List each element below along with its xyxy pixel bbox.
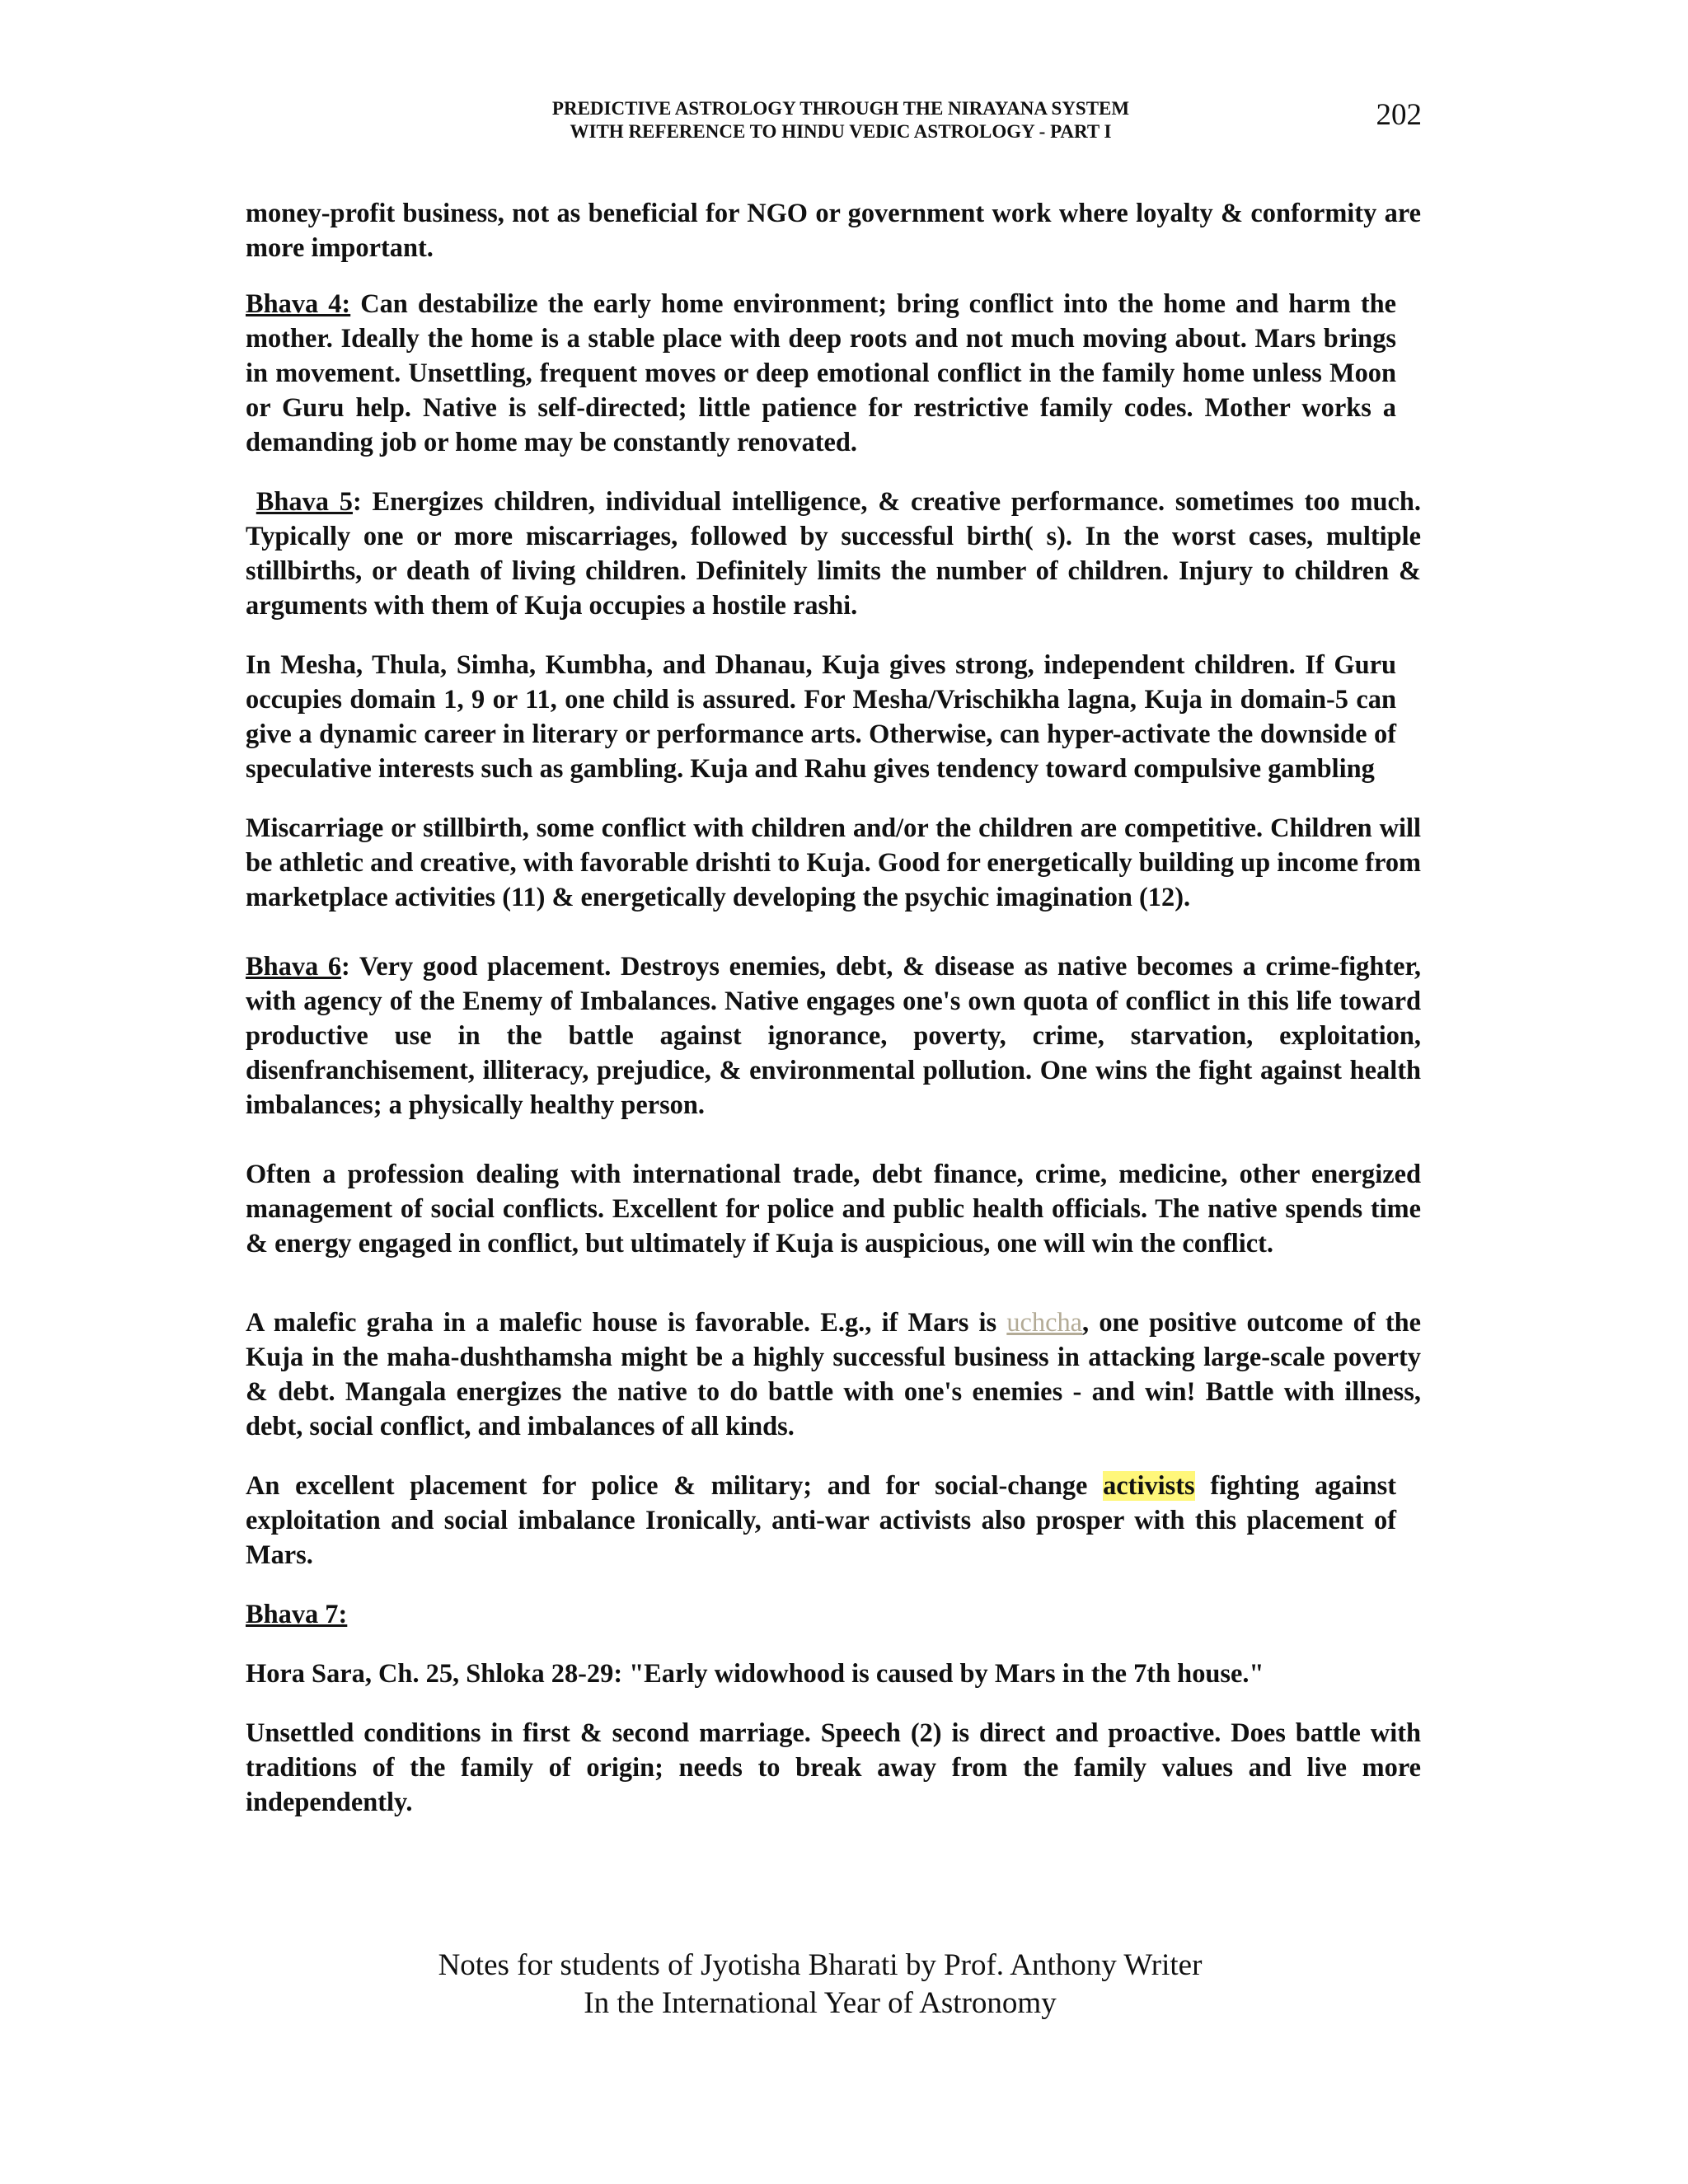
paragraph-bhava-4: [246, 287, 1396, 460]
paragraph-text: Miscarriage or stillbirth, some conflict with children and/or the children are competitive. Children will be athletic and creative, with favorable drishti to Kuja. Good for energetically building up income from marketplace activities (11) & energetically developing the psychic imagination (12).: [246, 813, 1422, 912]
paragraph-text: : Energizes children, individual intelligence, & creative performance. sometimes too much. Typically one or more miscarriages, followed by successful birth( s). In the worst cases, multiple stillbirths, or death of living children. Definitely limits the number of children. Injury to children & arguments with them of Kuja occupies a hostile rashi.: [246, 487, 1421, 621]
paragraph-text: money-profit business, not as beneficial for NGO or government work where loyalty & conformity are more important.: [246, 199, 1421, 263]
highlighted-word: activists: [1103, 1471, 1195, 1501]
page-footer: [247, 1947, 1393, 2022]
paragraph: [246, 648, 1396, 786]
paragraph: [246, 1716, 1421, 1820]
footer-line-2: In the International Year of Astronomy: [584, 1986, 1057, 2020]
paragraph-bhava-6: [246, 949, 1421, 1122]
paragraph-text: An excellent placement for police & military; and for social-change: [246, 1471, 1104, 1501]
paragraph: [246, 196, 1421, 265]
paragraph: [246, 1157, 1421, 1261]
paragraph-bhava-5: [246, 485, 1421, 623]
paragraph-text: Hora Sara, Ch. 25, Shloka 28-29: "Early widowhood is caused by Mars in the 7th house.": [246, 1659, 1264, 1689]
page-number: 202: [1376, 98, 1422, 132]
section-label-bhava-5: Bhava 5: [256, 487, 353, 517]
uchcha-link[interactable]: uchcha: [1006, 1308, 1083, 1338]
paragraph-text: Often a profession dealing with international trade, debt finance, crime, medicine, other energized management of social conflicts. Excellent for police and public health officials. The native spends time & energy engaged in conflict, but ultimately if Kuja is auspicious, one will win the conflict.: [246, 1160, 1421, 1258]
paragraph-text: In Mesha, Thula, Simha, Kumbha, and Dhanau, Kuja gives strong, independent children. If Guru occupies domain 1, 9 or 11, one child is assured. For Mesha/Vrischikha lagna, Kuja in domain-5 can give a dynamic career in literary or performance arts. Otherwise, can hyper-activate the downside of speculative interests such as gambling. Kuja and Rahu gives tendency toward compulsive gambling: [246, 650, 1396, 784]
paragraph-bhava-7: [246, 1597, 1423, 1632]
paragraph-text: : Very good placement. Destroys enemies, debt, & disease as native becomes a crime-fighter, with agency of the Enemy of Imbalances. Native engages one's own quota of conflict in this life toward productive use in the battle against ignorance, poverty, crime, starvation, exploitation, disenfranchisement, illiteracy, prejudice, & environmental pollution. One wins the fight against health imbalances; a physically healthy person.: [246, 952, 1421, 1120]
paragraph: [246, 1305, 1421, 1444]
header-line-2: WITH REFERENCE TO HINDU VEDIC ASTROLOGY - PART I: [570, 121, 1112, 142]
paragraph-quote: [246, 1657, 1423, 1691]
paragraph: [246, 1469, 1396, 1572]
paragraph-text: A malefic graha in a malefic house is favorable. E.g., if Mars is: [246, 1308, 1007, 1338]
section-label-bhava-4: Bhava 4:: [246, 289, 351, 319]
section-label-bhava-6: Bhava 6: [246, 952, 342, 982]
paragraph-text: Unsettled conditions in first & second marriage. Speech (2) is direct and proactive. Does battle with traditions of the family of origin; needs to break away from the family values and live more independently.: [246, 1718, 1421, 1817]
paragraph: [246, 811, 1421, 915]
header-line-1: PREDICTIVE ASTROLOGY THROUGH THE NIRAYANA SYSTEM: [551, 98, 1130, 119]
footer-line-1: Notes for students of Jyotisha Bharati by Prof. Anthony Writer: [438, 1948, 1203, 1982]
page-body: [246, 196, 1423, 1820]
paragraph-text: , one positive outcome of the Kuja in the maha-dushthamsha might be a highly successful business in attacking large-scale poverty & debt. Mangala energizes the native to do battle with one's enemies - and win! Battle with illness, debt, social conflict, and imbalances of all kinds.: [246, 1308, 1421, 1441]
paragraph-text: fighting against exploitation and social imbalance Ironically, anti-war activists also prosper with this placement of Mars.: [246, 1471, 1396, 1570]
paragraph-text: Can destabilize the early home environment; bring conflict into the home and harm the mother. Ideally the home is a stable place with deep roots and not much moving about. Mars brings in movement. Unsettling, frequent moves or deep emotional conflict in the family home unless Moon or Guru help. Native is self-directed; little patience for restrictive family codes. Mother works a demanding job or home may be constantly renovated.: [246, 289, 1396, 457]
section-label-bhava-7: Bhava 7:: [246, 1600, 348, 1629]
running-header: [247, 97, 1434, 143]
